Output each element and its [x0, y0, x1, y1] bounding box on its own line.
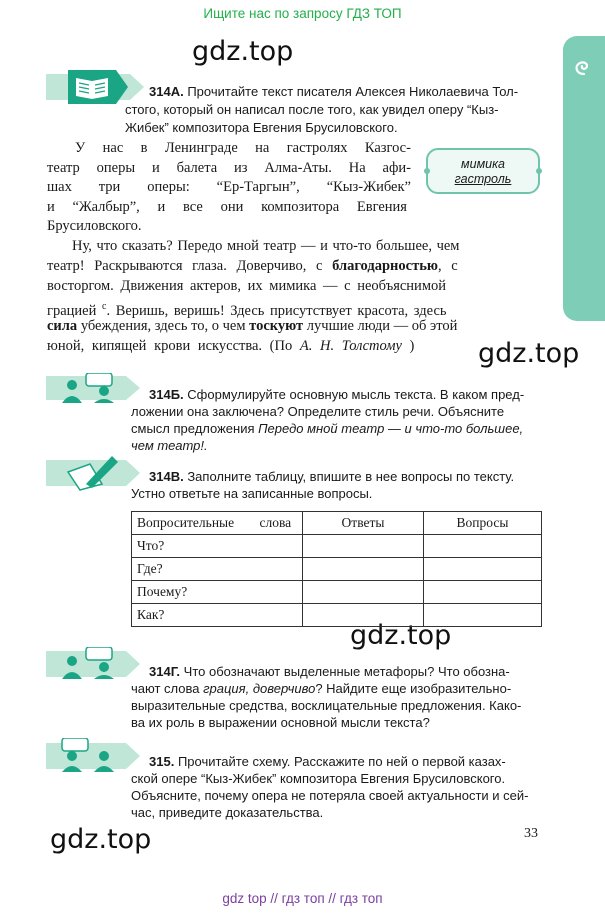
dot-icon: [424, 168, 430, 174]
exercise-number: 314Г.: [149, 664, 181, 679]
watermark: gdz.top: [50, 824, 152, 855]
text-line: Прочитайте текст писателя Алексея Николаевича Тол-: [187, 84, 519, 99]
question-cell[interactable]: [424, 581, 542, 604]
text-line: Сформулируйте основную мысль текста. В каком пред-: [187, 387, 525, 402]
questions-table: [131, 511, 542, 627]
text-line: Что обозначают выделенные метафоры? Что обозна-: [183, 664, 510, 679]
column-header: Вопросительные слова: [132, 512, 303, 535]
vocab-word: гастроль: [454, 172, 512, 186]
text-line: театр оперы и балета из Алма-Аты. На афи-: [47, 159, 411, 176]
table-row: [132, 558, 542, 581]
text-line: Жибек” композитора Евгения Брусиловского.: [125, 120, 398, 135]
exercise-number: 315.: [149, 754, 175, 769]
page-number: 33: [524, 826, 538, 841]
text-line: У нас в Ленинграде на гастролях Казгос-: [75, 140, 411, 156]
author-credit: А. Н. Толстому: [299, 338, 402, 354]
table-row: [132, 604, 542, 627]
answer-cell[interactable]: [303, 558, 424, 581]
text-line: Ну, что сказать? Передо мной театр — и что-то большее, чем: [72, 238, 460, 254]
text-line: сила убеждения, здесь то, о чем тоскуют лучшие люди — об этой: [47, 318, 458, 334]
text-line: юной, кипящей крови искусства. (По А. Н. Толстому ): [47, 338, 415, 354]
text-line: Брусиловского.: [47, 218, 142, 234]
exercise-number: 314Б.: [149, 387, 184, 402]
text-line: выразительные средства, восклицательные предложения. Како-: [131, 698, 522, 713]
footer-links[interactable]: gdz top // гдз топ // гдз топ: [222, 891, 383, 906]
text-line: ской опере “Кыз-Жибек” композитора Евгения Брусиловского.: [131, 771, 506, 786]
text-line: театр! Раскрываются глаза. Доверчиво, с благодарностью, с: [47, 258, 458, 274]
text-line: Прочитайте схему. Расскажите по ней о первой казах-: [177, 754, 506, 769]
swirl-icon: [569, 54, 599, 80]
discussion-icon: [46, 738, 142, 772]
question-word: Где?: [132, 558, 303, 581]
highlighted-metaphor: тоскуют: [249, 318, 304, 334]
table-row: [132, 581, 542, 604]
question-word: Как?: [132, 604, 303, 627]
text-line: шах три оперы: “Ер-Таргын”, “Кыз-Жибек”: [47, 179, 411, 195]
exercise-number: 314В.: [149, 469, 184, 484]
text-line: восторгом. Движения актеров, их мимика — с необъяснимой: [47, 278, 447, 294]
question-cell[interactable]: [424, 604, 542, 627]
vocab-word: мимика: [461, 157, 505, 171]
highlighted-metaphor: сила: [47, 318, 78, 334]
text-line: чают слова грация, доверчиво? Найдите еще изобразительно-: [131, 681, 512, 696]
text-line: ложении она заключена? Определите стиль речи. Объясните: [131, 404, 505, 419]
table-header-row: [132, 512, 542, 535]
text-line: Объясните, почему опера не потеряла своей актуальности и сей-: [131, 788, 529, 803]
text-line: чем театр!.: [131, 438, 208, 453]
column-header: Ответы: [303, 512, 424, 535]
watermark: gdz.top: [192, 36, 294, 67]
text-line: час, приведите доказательства.: [131, 805, 324, 820]
table-row: [132, 535, 542, 558]
top-banner[interactable]: Ищите нас по запросу ГДЗ ТОП: [203, 6, 402, 21]
column-header: Вопросы: [424, 512, 542, 535]
text-line: грацией $^с$. Веришь, веришь! Здесь присутствует красота, здесь: [47, 301, 447, 319]
text-line: смысл предложения Передо мной театр — и что-то большее,: [131, 421, 524, 436]
side-tab: [563, 36, 605, 321]
question-cell[interactable]: [424, 535, 542, 558]
highlighted-metaphor: благодарностью: [332, 258, 438, 274]
question-word: Почему?: [132, 581, 303, 604]
question-word: Что?: [132, 535, 303, 558]
discussion-icon: [46, 373, 142, 403]
watermark: gdz.top: [478, 338, 580, 369]
answer-cell[interactable]: [303, 535, 424, 558]
text-line: Устно ответьте на записанные вопросы.: [131, 486, 373, 501]
text-line: и “Жалбыр”, и все они композитора Евгения: [47, 198, 407, 215]
vocabulary-box: [426, 148, 540, 194]
watermark: gdz.top: [350, 620, 452, 651]
dot-icon: [536, 168, 542, 174]
text-line: стого, который он написал после того, как увидел оперу “Кыз-: [125, 102, 499, 117]
answer-cell[interactable]: [303, 604, 424, 627]
question-cell[interactable]: [424, 558, 542, 581]
exercise-number: 314А.: [149, 84, 184, 99]
text-line: ва их роль в выражении основной мысли текста?: [131, 715, 430, 730]
text-line: Заполните таблицу, впишите в нее вопросы по тексту.: [187, 469, 515, 484]
discussion-icon: [46, 647, 142, 679]
writing-icon: [46, 452, 142, 492]
answer-cell[interactable]: [303, 581, 424, 604]
